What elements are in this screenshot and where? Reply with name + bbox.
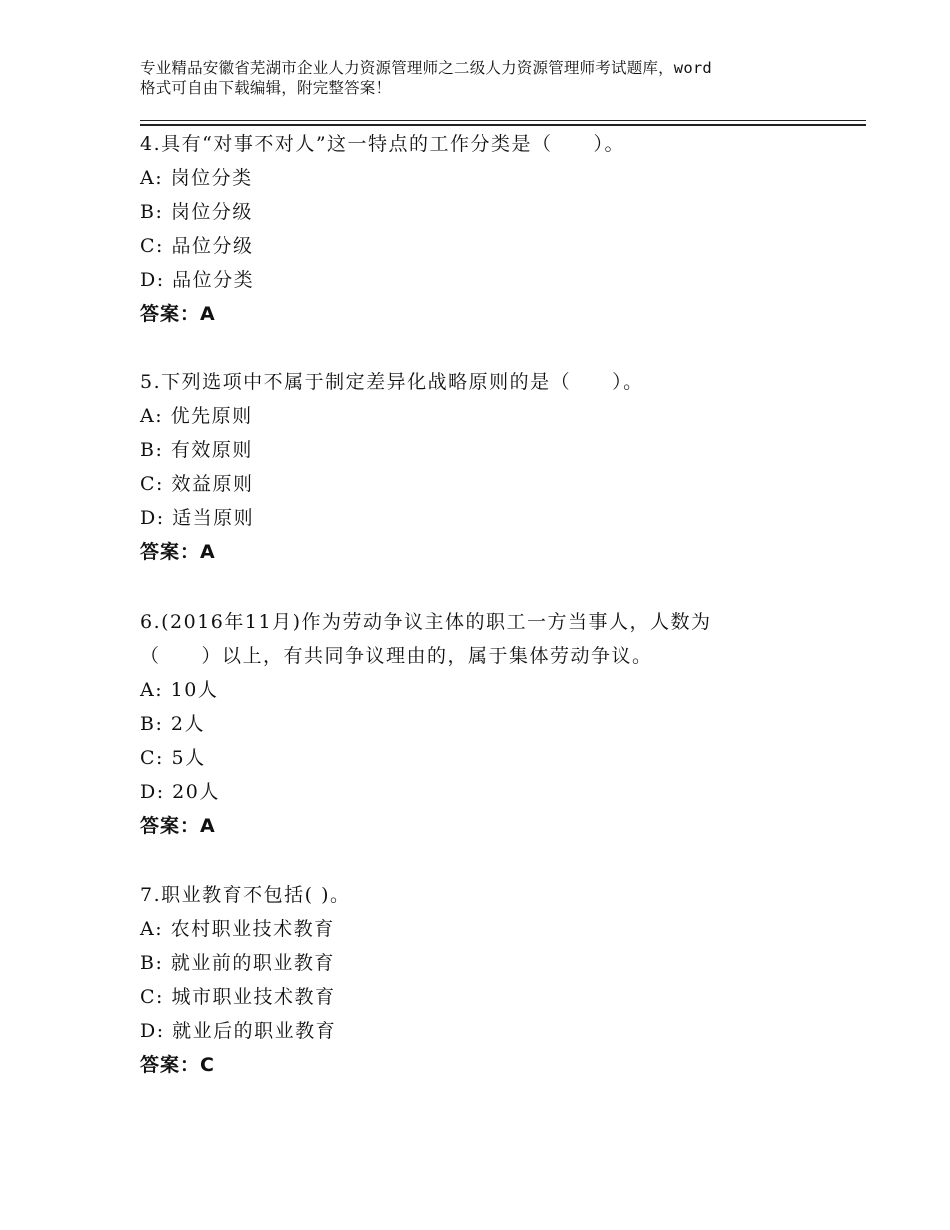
option-c: C: 品位分级 xyxy=(140,235,254,257)
question-stem: 7.职业教育不包括( )。 xyxy=(140,884,351,906)
option-c: C: 城市职业技术教育 xyxy=(140,986,336,1008)
question-5 xyxy=(140,365,860,569)
option-b: B: 岗位分级 xyxy=(140,201,253,223)
question-4 xyxy=(140,127,860,331)
answer-label: 答案：A xyxy=(140,541,216,563)
question-stem: 5.下列选项中不属于制定差异化战略原则的是（ ）。 xyxy=(140,371,644,393)
question-6 xyxy=(140,605,860,843)
option-c: C: 5人 xyxy=(140,747,206,769)
option-a: A: 岗位分类 xyxy=(140,167,253,189)
option-a: A: 10人 xyxy=(140,679,219,701)
option-b: B: 有效原则 xyxy=(140,439,253,461)
header-divider-thick xyxy=(140,124,866,126)
option-b: B: 2人 xyxy=(140,713,205,735)
answer-label: 答案：C xyxy=(140,1054,215,1076)
option-d: D: 品位分类 xyxy=(140,269,255,291)
question-stem: 4.具有“对事不对人”这一特点的工作分类是（ ）。 xyxy=(140,133,626,155)
option-b: B: 就业前的职业教育 xyxy=(140,952,335,974)
header-line-2: 格式可自由下载编辑，附完整答案！ xyxy=(140,79,392,97)
question-stem: 6.(2016年11月)作为劳动争议主体的职工一方当事人，人数为 xyxy=(140,611,712,633)
option-d: D: 适当原则 xyxy=(140,507,255,529)
answer-label: 答案：A xyxy=(140,815,216,837)
option-d: D: 就业后的职业教育 xyxy=(140,1020,337,1042)
option-a: A: 优先原则 xyxy=(140,405,253,427)
document-header xyxy=(140,58,840,98)
question-stem-continued: （ ）以上，有共同争议理由的，属于集体劳动争议。 xyxy=(140,645,653,667)
option-d: D: 20人 xyxy=(140,781,220,803)
header-divider-thin xyxy=(140,120,866,121)
answer-label: 答案：A xyxy=(140,303,216,325)
option-a: A: 农村职业技术教育 xyxy=(140,918,335,940)
header-line-1: 专业精品安徽省芜湖市企业人力资源管理师之二级人力资源管理师考试题库，word xyxy=(140,59,712,77)
question-7 xyxy=(140,878,860,1082)
option-c: C: 效益原则 xyxy=(140,473,254,495)
